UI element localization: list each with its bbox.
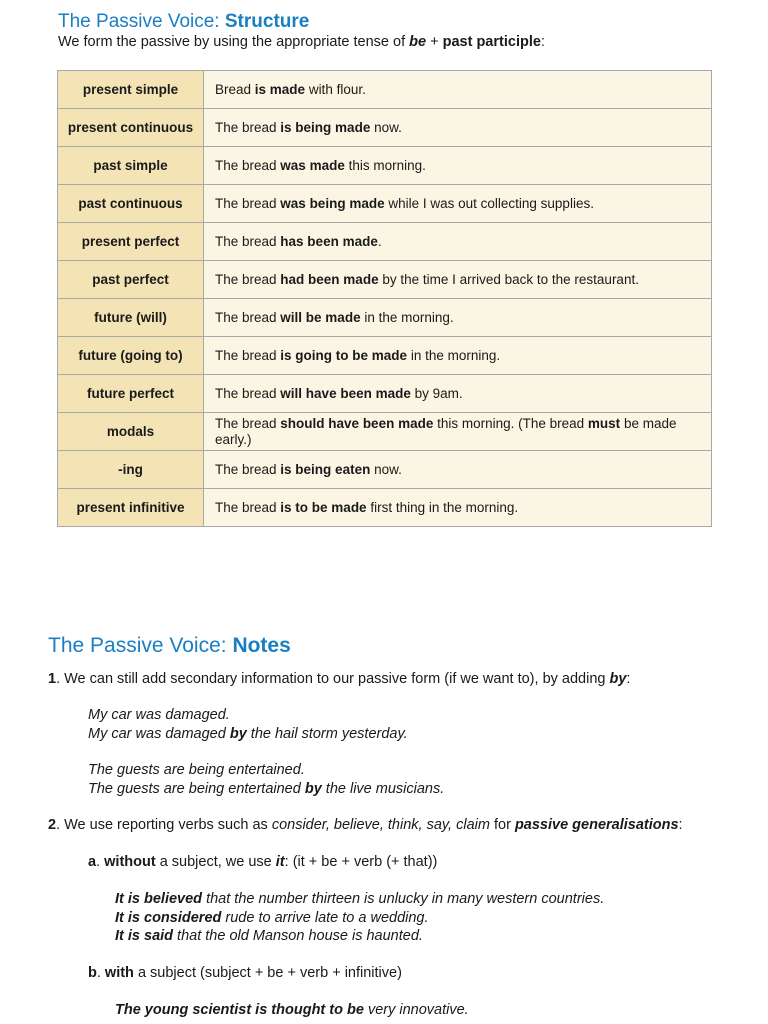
example-sentence-cell <box>204 109 712 147</box>
text-segment: was made <box>280 157 345 173</box>
tense-name-cell: past perfect <box>58 261 204 299</box>
text-segment: passive generalisations <box>514 817 679 833</box>
text-segment: this morning. <box>344 157 426 173</box>
table-row <box>58 451 712 489</box>
note-1-example <box>88 781 444 797</box>
text-segment: first thing in the morning. <box>366 499 519 515</box>
note-1-example <box>88 726 408 742</box>
tense-name-cell: present simple <box>58 71 204 109</box>
text-segment: The bread <box>215 119 281 135</box>
text-segment: without <box>104 854 156 870</box>
text-segment: by <box>229 726 247 742</box>
text-segment: had been made <box>280 271 379 287</box>
tense-name-cell: present infinitive <box>58 489 204 527</box>
text-segment: a subject, we use <box>155 854 276 870</box>
table-row <box>58 337 712 375</box>
note-2a-example <box>115 928 423 944</box>
text-segment: is being eaten <box>280 461 371 477</box>
structure-title-plain: The Passive Voice: <box>58 11 225 32</box>
note-2-heading <box>48 817 683 833</box>
example-sentence-cell <box>204 223 712 261</box>
text-segment: by 9am. <box>410 385 463 401</box>
text-segment: . <box>377 233 382 249</box>
table-row <box>58 71 712 109</box>
text-segment: with <box>104 965 134 981</box>
example-sentence-cell <box>204 71 712 109</box>
text-segment: It is considered <box>115 910 222 926</box>
text-segment: rude to arrive late to a wedding. <box>221 910 429 926</box>
text-segment: this morning. (The bread <box>433 415 588 431</box>
text-segment: The bread <box>215 195 281 211</box>
table-row <box>58 261 712 299</box>
tense-name-cell: present perfect <box>58 223 204 261</box>
text-segment: is to be made <box>280 499 367 515</box>
tense-name-cell: future (going to) <box>58 337 204 375</box>
text-segment: The guests are being entertained. <box>88 762 305 778</box>
tense-name-cell: future (will) <box>58 299 204 337</box>
text-segment: It is believed <box>115 891 203 907</box>
tense-name-cell: present continuous <box>58 109 204 147</box>
text-segment: will be made <box>280 309 361 325</box>
text-segment: The bread <box>215 499 281 515</box>
text-segment: very innovative. <box>363 1002 469 1018</box>
text-segment: the live musicians. <box>321 781 445 797</box>
text-segment: was being made <box>280 195 385 211</box>
example-sentence-cell <box>204 299 712 337</box>
text-segment: a subject (subject + be + verb + infinitive) <box>133 965 402 981</box>
text-segment: The guests are being entertained <box>88 781 305 797</box>
notes-title <box>48 634 291 658</box>
table-row <box>58 375 712 413</box>
text-segment: now. <box>370 119 402 135</box>
text-segment: : (it + be + verb (+ that)) <box>284 854 438 870</box>
text-segment: be made early.) <box>215 415 677 447</box>
text-segment: My car was damaged. <box>88 707 230 723</box>
text-segment: 2 <box>48 817 57 833</box>
tense-name-cell: past continuous <box>58 185 204 223</box>
table-row <box>58 413 712 451</box>
tense-name-cell: future perfect <box>58 375 204 413</box>
text-segment: The bread <box>215 415 281 431</box>
passive-tense-table <box>57 70 712 527</box>
text-segment: will have been made <box>280 385 411 401</box>
example-sentence-cell <box>204 261 712 299</box>
text-segment: is made <box>254 81 306 97</box>
text-segment: The bread <box>215 347 281 363</box>
text-segment: We form the passive by using the appropriate tense of <box>58 34 410 50</box>
note-1-example <box>88 707 230 723</box>
text-segment: now. <box>370 461 402 477</box>
text-segment: : <box>626 671 631 687</box>
text-segment: should have been made <box>280 415 434 431</box>
text-segment: in the morning. <box>407 347 501 363</box>
text-segment: 1 <box>48 671 57 687</box>
text-segment: has been made <box>280 233 378 249</box>
text-segment: is being made <box>280 119 371 135</box>
text-segment: The young scientist is thought to be <box>115 1002 364 1018</box>
note-1-example <box>88 762 305 778</box>
structure-title-bold: Structure <box>224 11 310 32</box>
tense-name-cell: modals <box>58 413 204 451</box>
structure-intro <box>58 34 545 50</box>
text-segment: : <box>540 34 545 50</box>
note-2a-example <box>115 910 429 926</box>
text-segment: . We use reporting verbs such as <box>56 817 272 833</box>
text-segment: by <box>609 671 627 687</box>
text-segment: The bread <box>215 385 281 401</box>
text-segment: by <box>304 781 322 797</box>
text-segment: the hail storm yesterday. <box>246 726 408 742</box>
text-segment: be <box>409 34 427 50</box>
text-segment: . We can still add secondary information to our passive form (if we want to), by adding <box>56 671 610 687</box>
text-segment: must <box>587 415 621 431</box>
notes-title-plain: The Passive Voice: <box>48 634 233 657</box>
text-segment: that the old Manson house is haunted. <box>173 928 423 944</box>
text-segment: : <box>678 817 683 833</box>
example-sentence-cell <box>204 375 712 413</box>
text-segment: b <box>88 965 97 981</box>
structure-title <box>58 11 309 33</box>
text-segment: The bread <box>215 233 281 249</box>
text-segment: The bread <box>215 157 281 173</box>
tense-name-cell: -ing <box>58 451 204 489</box>
text-segment: The bread <box>215 309 281 325</box>
note-2b-example <box>115 1002 469 1018</box>
text-segment: . <box>96 854 105 870</box>
note-2b-heading <box>88 965 402 981</box>
tense-name-cell: past simple <box>58 147 204 185</box>
text-segment: while I was out collecting supplies. <box>384 195 594 211</box>
text-segment: is going to be made <box>280 347 408 363</box>
text-segment: with flour. <box>305 81 366 97</box>
text-segment: . <box>96 965 105 981</box>
text-segment: by the time I arrived back to the restaurant. <box>378 271 639 287</box>
text-segment: that the number thirteen is unlucky in many western countries. <box>202 891 605 907</box>
text-segment: in the morning. <box>360 309 454 325</box>
text-segment: The bread <box>215 271 281 287</box>
text-segment: past participle <box>442 34 541 50</box>
text-segment: The bread <box>215 461 281 477</box>
note-1-heading <box>48 671 630 687</box>
example-sentence-cell <box>204 451 712 489</box>
text-segment: It is said <box>115 928 174 944</box>
table-row <box>58 223 712 261</box>
text-segment: My car was damaged <box>88 726 230 742</box>
table-row <box>58 185 712 223</box>
example-sentence-cell <box>204 185 712 223</box>
example-sentence-cell <box>204 489 712 527</box>
text-segment: for <box>489 817 515 833</box>
note-2a-example <box>115 891 604 907</box>
example-sentence-cell <box>204 337 712 375</box>
table-row <box>58 147 712 185</box>
table-row <box>58 299 712 337</box>
table-row <box>58 489 712 527</box>
text-segment: consider, believe, think, say, claim <box>271 817 490 833</box>
example-sentence-cell <box>204 147 712 185</box>
table-row <box>58 109 712 147</box>
note-2a-heading <box>88 854 437 870</box>
example-sentence-cell <box>204 413 712 451</box>
text-segment: + <box>426 34 443 50</box>
notes-title-bold: Notes <box>232 634 291 657</box>
text-segment: it <box>275 854 285 870</box>
text-segment: Bread <box>215 81 255 97</box>
text-segment: a <box>88 854 97 870</box>
